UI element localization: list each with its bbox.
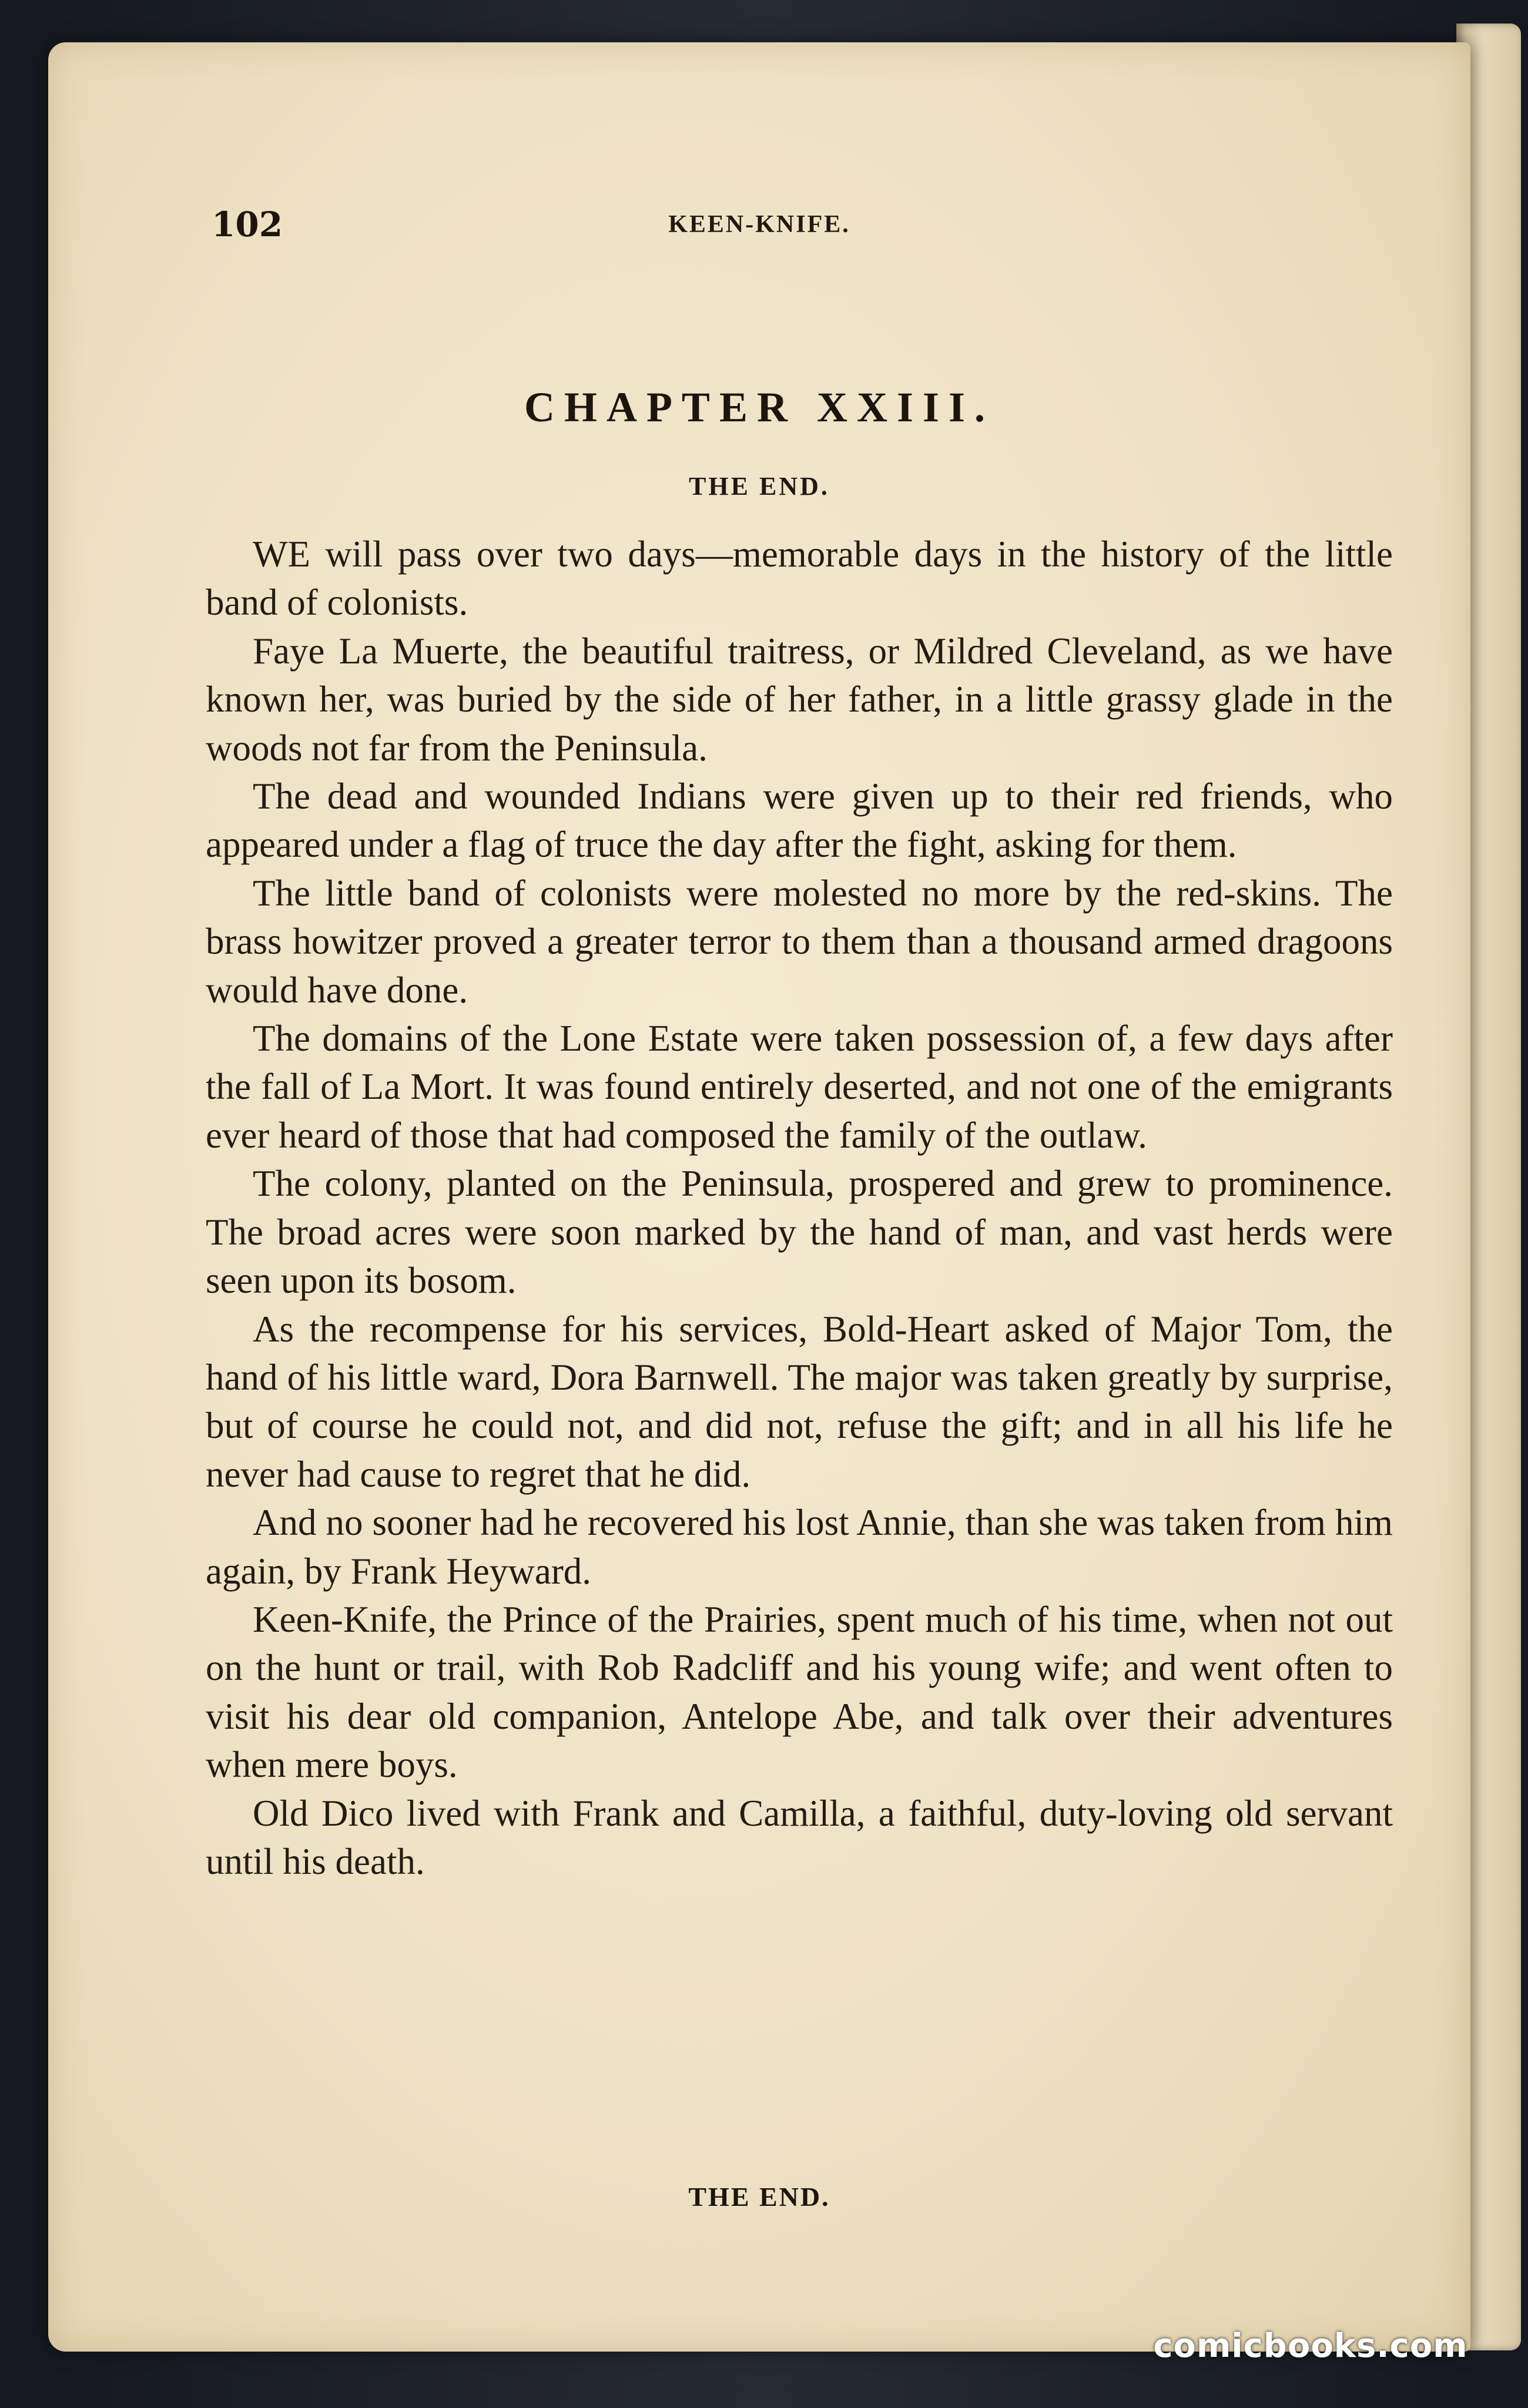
book-page bbox=[48, 42, 1470, 2352]
paragraph: The little band of colonists were molested no more by the red-skins. The brass howitzer proved a greater terror to them than a thousand armed dragoons would have done. bbox=[206, 872, 1393, 1011]
paragraph: Keen-Knife, the Prince of the Prairies, spent much of his time, when not out on the hunt or trail, with Rob Radcliff and his young wife; and went often to visit his dear old companion, Antelope Abe, and talk over their adventures when mere boys. bbox=[206, 1598, 1393, 1786]
chapter-subtitle: THE END. bbox=[689, 472, 830, 501]
chapter-heading: CHAPTER XXIII. bbox=[524, 384, 995, 431]
paragraph: Faye La Muerte, the beautiful traitress, or Mildred Cleveland, as we have known her, was buried by the side of her father, in a little grassy glade in the woods not far from the Peninsula. bbox=[206, 630, 1393, 769]
running-title: KEEN-KNIFE. bbox=[668, 211, 850, 238]
watermark-text: comicbooks.com bbox=[1153, 2327, 1468, 2365]
paragraph: As the recompense for his services, Bold-Heart asked of Major Tom, the hand of his little ward, Dora Barnwell. The major was taken greatly by surprise, but of course he could not, and did not, refuse the gift; and in all his life he never had cause to regret that he did. bbox=[206, 1308, 1393, 1495]
paragraph: The domains of the Lone Estate were taken possession of, a few days after the fall of La Mort. It was found entirely deserted, and not one of the emigrants ever heard of those that had composed the family of the outlaw. bbox=[206, 1018, 1393, 1156]
running-head bbox=[48, 201, 1470, 248]
paragraph: WE will pass over two days—memorable days in the history of the little band of colonists. bbox=[206, 534, 1393, 623]
paragraph: And no sooner had he recovered his lost Annie, than she was taken from him again, by Frank Heyward. bbox=[206, 1502, 1393, 1592]
paragraph: The dead and wounded Indians were given up to their red friends, who appeared under a flag of truce the day after the fight, asking for them. bbox=[206, 776, 1393, 866]
page-number: 102 bbox=[212, 204, 283, 244]
body-text bbox=[206, 530, 1393, 1886]
paragraph: The colony, planted on the Peninsula, prospered and grew to prominence. The broad acres were soon marked by the hand of man, and vast herds were seen upon its bosom. bbox=[206, 1163, 1393, 1302]
paragraph: Old Dico lived with Frank and Camilla, a faithful, duty-loving old servant until his death. bbox=[206, 1792, 1393, 1882]
end-mark: THE END. bbox=[688, 2182, 830, 2212]
